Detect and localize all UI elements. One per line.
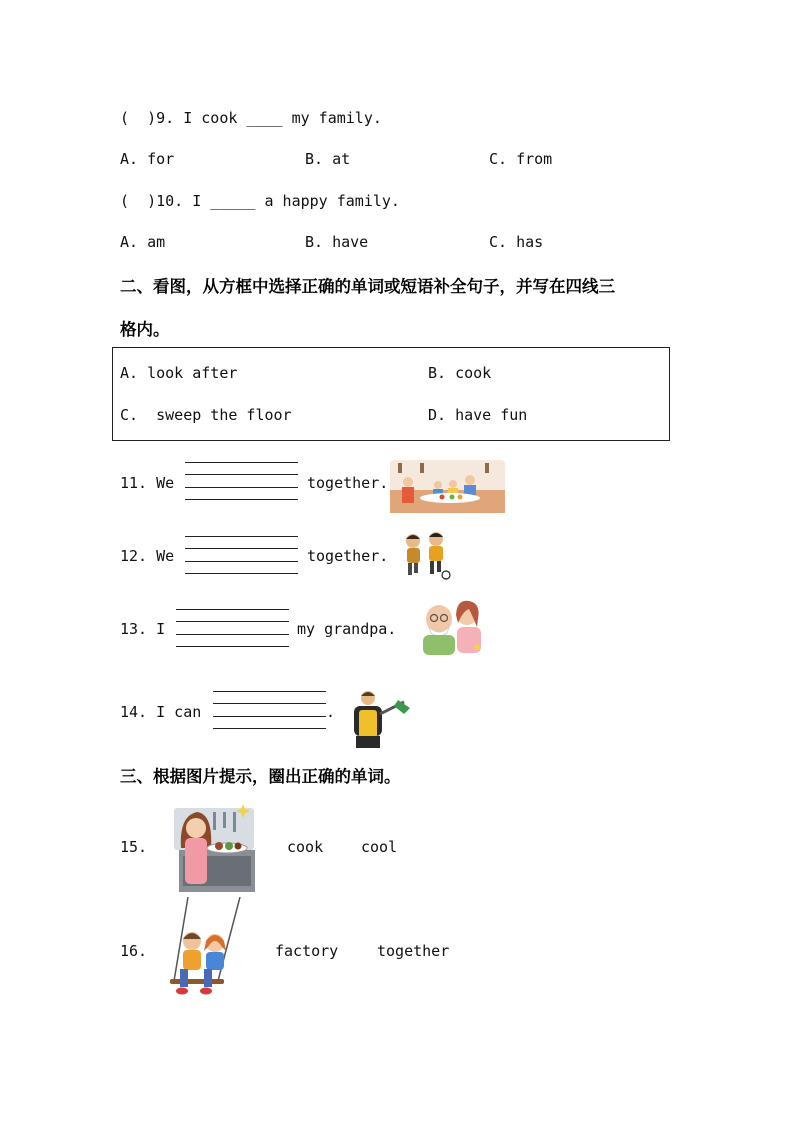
four-line-writing-area-11[interactable] [185,462,298,500]
section-2-title-line1: 二、看图，从方框中选择正确的单词或短语补全句子，并写在四线三 [120,277,615,296]
question-9-option-a: A. for [120,150,175,168]
question-12-number: 12. We [120,547,175,565]
question-15-word-2[interactable]: cool [361,838,398,856]
question-15-number: 15. [120,838,148,856]
four-line-writing-area-13[interactable] [176,609,289,647]
two-kids-on-swing-icon [160,897,244,1001]
section-3-title: 三、根据图片提示，圈出正确的单词。 [120,767,401,786]
word-options-box [112,347,670,441]
question-10-option-a: A. am [120,233,166,251]
option-c: C. sweep the floor [120,406,292,424]
family-kitchen-icon [390,460,505,513]
question-9-option-b: B. at [305,150,351,168]
four-line-writing-area-14[interactable] [213,691,326,729]
question-13-after: my grandpa. [297,620,397,638]
question-10-stem: ( )10. I _____ a happy family. [120,192,400,210]
question-16-number: 16. [120,942,148,960]
question-16-word-1[interactable]: factory [275,942,339,960]
two-boys-football-icon [399,527,454,582]
question-14-number: 14. I can [120,703,202,721]
four-line-writing-area-12[interactable] [185,536,298,574]
question-10-option-b: B. have [305,233,369,251]
question-9-stem: ( )9. I cook ____ my family. [120,109,382,127]
option-b: B. cook [428,364,492,382]
option-a: A. look after [120,364,238,382]
question-9-option-c: C. from [489,150,553,168]
question-11-number: 11. We [120,474,175,492]
question-15-word-1[interactable]: cook [287,838,324,856]
man-sweeping-broom-icon [346,688,412,748]
question-11-after: together. [307,474,389,492]
question-16-word-2[interactable]: together [377,942,450,960]
question-13-number: 13. I [120,620,166,638]
section-2-title-line2: 格内。 [120,320,170,339]
question-12-after: together. [307,547,389,565]
girl-helping-grandpa-icon [417,597,487,655]
girl-cooking-icon [169,800,259,892]
option-d: D. have fun [428,406,528,424]
question-14-after: . [326,703,336,721]
question-10-option-c: C. has [489,233,544,251]
